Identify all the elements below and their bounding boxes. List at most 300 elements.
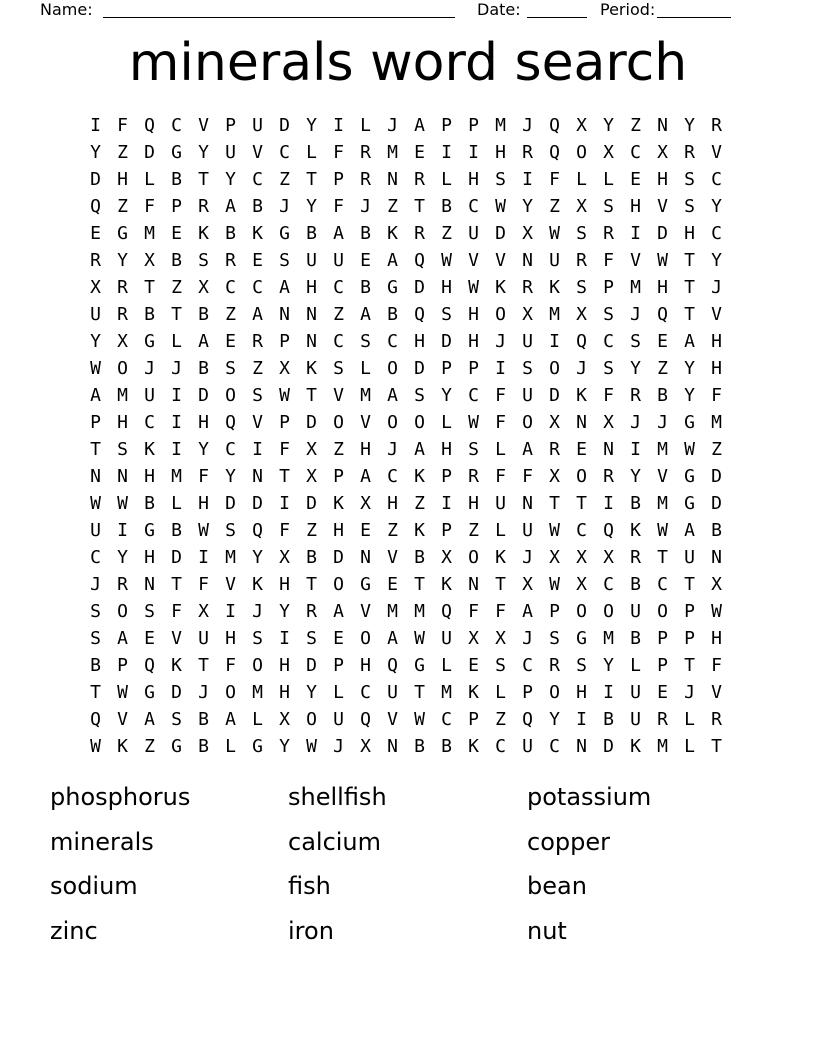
grid-letter: U	[90, 520, 101, 541]
grid-letter: Y	[306, 115, 317, 136]
grid-letter: C	[225, 439, 236, 460]
grid-letter: V	[252, 412, 263, 433]
grid-letter: S	[603, 196, 614, 217]
grid-letter: H	[117, 169, 128, 190]
period-label: Period:	[600, 0, 656, 19]
grid-letter: R	[414, 223, 425, 244]
grid-letter: G	[684, 493, 695, 514]
grid-letter: S	[252, 385, 263, 406]
grid-letter: Z	[630, 115, 641, 136]
grid-letter: H	[495, 142, 506, 163]
grid-letter: A	[225, 196, 236, 217]
grid-letter: Y	[279, 601, 290, 622]
grid-letter: G	[117, 223, 128, 244]
grid-letter: V	[495, 250, 506, 271]
grid-letter: U	[522, 385, 533, 406]
grid-letter: M	[495, 115, 506, 136]
grid-letter: Y	[684, 385, 695, 406]
grid-letter: S	[603, 304, 614, 325]
grid-letter: U	[684, 547, 695, 568]
grid-letter: Y	[252, 547, 263, 568]
grid-letter: R	[117, 277, 128, 298]
grid-letter: E	[360, 520, 371, 541]
grid-letter: A	[333, 601, 344, 622]
grid-letter: N	[522, 250, 533, 271]
grid-letter: R	[522, 277, 533, 298]
grid-letter: Z	[333, 304, 344, 325]
grid-letter: H	[360, 655, 371, 676]
grid-letter: P	[468, 709, 479, 730]
grid-letter: H	[333, 520, 344, 541]
grid-letter: J	[144, 358, 155, 379]
grid-letter: N	[252, 466, 263, 487]
grid-letter: A	[225, 709, 236, 730]
grid-letter: K	[333, 493, 344, 514]
grid-letter: Z	[306, 520, 317, 541]
grid-letter: R	[117, 574, 128, 595]
word-list-item: sodium	[50, 872, 138, 901]
grid-letter: D	[279, 115, 290, 136]
grid-letter: D	[198, 385, 209, 406]
grid-letter: X	[279, 547, 290, 568]
grid-letter: P	[225, 115, 236, 136]
grid-letter: N	[117, 466, 128, 487]
grid-letter: K	[306, 358, 317, 379]
grid-letter: R	[360, 142, 371, 163]
grid-letter: Q	[225, 412, 236, 433]
grid-letter: G	[171, 736, 182, 757]
grid-letter: K	[441, 574, 452, 595]
grid-letter: R	[630, 547, 641, 568]
grid-letter: O	[576, 466, 587, 487]
grid-letter: V	[225, 574, 236, 595]
grid-letter: R	[603, 466, 614, 487]
grid-letter: P	[333, 655, 344, 676]
grid-letter: H	[225, 628, 236, 649]
grid-letter: K	[576, 385, 587, 406]
grid-letter: J	[711, 277, 722, 298]
grid-letter: V	[117, 709, 128, 730]
grid-letter: F	[603, 250, 614, 271]
grid-letter: H	[684, 223, 695, 244]
grid-letter: U	[522, 736, 533, 757]
grid-letter: L	[441, 169, 452, 190]
grid-letter: N	[306, 331, 317, 352]
grid-letter: P	[684, 628, 695, 649]
grid-letter: X	[198, 277, 209, 298]
grid-letter: Y	[630, 358, 641, 379]
grid-letter: E	[225, 331, 236, 352]
grid-letter: L	[495, 439, 506, 460]
grid-letter: I	[603, 493, 614, 514]
grid-letter: W	[549, 520, 560, 541]
grid-letter: D	[549, 385, 560, 406]
date-label: Date:	[477, 0, 521, 19]
grid-letter: W	[549, 223, 560, 244]
grid-letter: V	[387, 547, 398, 568]
grid-letter: L	[171, 331, 182, 352]
grid-letter: Z	[252, 358, 263, 379]
grid-letter: O	[603, 601, 614, 622]
grid-letter: W	[90, 493, 101, 514]
grid-letter: R	[711, 115, 722, 136]
grid-letter: Z	[414, 493, 425, 514]
grid-letter: X	[549, 412, 560, 433]
grid-letter: N	[576, 412, 587, 433]
grid-letter: M	[252, 682, 263, 703]
grid-letter: R	[657, 709, 668, 730]
grid-letter: N	[387, 736, 398, 757]
grid-letter: X	[306, 466, 317, 487]
grid-letter: B	[198, 709, 209, 730]
grid-letter: H	[279, 574, 290, 595]
grid-letter: Z	[225, 304, 236, 325]
grid-letter: O	[252, 655, 263, 676]
grid-letter: W	[90, 358, 101, 379]
grid-letter: Y	[198, 142, 209, 163]
grid-letter: T	[711, 736, 722, 757]
grid-letter: G	[684, 412, 695, 433]
grid-letter: W	[468, 277, 479, 298]
grid-letter: X	[360, 493, 371, 514]
grid-letter: X	[198, 601, 209, 622]
grid-letter: I	[630, 439, 641, 460]
grid-letter: D	[171, 682, 182, 703]
grid-letter: U	[630, 601, 641, 622]
grid-letter: S	[117, 439, 128, 460]
grid-letter: D	[306, 412, 317, 433]
date-blank-line	[527, 2, 587, 18]
grid-letter: U	[225, 142, 236, 163]
grid-letter: M	[657, 439, 668, 460]
grid-letter: Z	[387, 196, 398, 217]
grid-letter: E	[630, 169, 641, 190]
grid-letter: R	[360, 169, 371, 190]
grid-letter: H	[279, 682, 290, 703]
grid-letter: B	[306, 223, 317, 244]
grid-letter: C	[171, 115, 182, 136]
grid-letter: Z	[711, 439, 722, 460]
grid-letter: Y	[630, 466, 641, 487]
grid-letter: X	[144, 250, 155, 271]
grid-letter: W	[198, 520, 209, 541]
grid-letter: D	[252, 493, 263, 514]
grid-letter: H	[657, 277, 668, 298]
grid-letter: W	[549, 574, 560, 595]
grid-letter: W	[414, 709, 425, 730]
grid-letter: B	[198, 358, 209, 379]
grid-letter: J	[360, 196, 371, 217]
grid-letter: A	[360, 466, 371, 487]
grid-letter: C	[333, 277, 344, 298]
grid-letter: B	[198, 736, 209, 757]
grid-letter: Z	[117, 196, 128, 217]
grid-letter: A	[279, 277, 290, 298]
grid-letter: H	[144, 547, 155, 568]
grid-letter: K	[468, 736, 479, 757]
grid-letter: C	[657, 574, 668, 595]
name-blank-line	[103, 2, 455, 18]
grid-letter: H	[576, 682, 587, 703]
grid-letter: M	[225, 547, 236, 568]
grid-letter: H	[468, 331, 479, 352]
grid-letter: C	[603, 574, 614, 595]
grid-letter: S	[198, 250, 209, 271]
grid-letter: D	[306, 493, 317, 514]
grid-letter: H	[657, 169, 668, 190]
grid-letter: S	[360, 331, 371, 352]
grid-letter: P	[657, 628, 668, 649]
grid-letter: T	[306, 169, 317, 190]
grid-letter: N	[90, 466, 101, 487]
grid-letter: B	[171, 250, 182, 271]
grid-letter: Y	[306, 682, 317, 703]
grid-letter: J	[657, 412, 668, 433]
grid-letter: F	[495, 601, 506, 622]
grid-letter: J	[279, 196, 290, 217]
grid-letter: C	[144, 412, 155, 433]
grid-letter: R	[414, 169, 425, 190]
grid-letter: U	[522, 520, 533, 541]
grid-letter: X	[468, 628, 479, 649]
grid-letter: Y	[522, 196, 533, 217]
grid-letter: S	[468, 439, 479, 460]
grid-letter: X	[576, 547, 587, 568]
grid-letter: T	[495, 574, 506, 595]
grid-letter: L	[684, 709, 695, 730]
grid-letter: S	[333, 358, 344, 379]
grid-letter: I	[117, 520, 128, 541]
grid-letter: T	[198, 655, 209, 676]
grid-letter: X	[360, 736, 371, 757]
word-list-item: shellfish	[288, 783, 387, 812]
grid-letter: B	[198, 304, 209, 325]
grid-letter: Z	[333, 439, 344, 460]
grid-letter: F	[279, 439, 290, 460]
grid-letter: X	[117, 331, 128, 352]
grid-letter: C	[441, 709, 452, 730]
grid-letter: P	[549, 601, 560, 622]
grid-letter: B	[360, 277, 371, 298]
grid-letter: A	[252, 304, 263, 325]
word-search-grid	[82, 112, 730, 760]
grid-letter: B	[90, 655, 101, 676]
grid-letter: B	[441, 196, 452, 217]
grid-letter: D	[333, 547, 344, 568]
grid-letter: X	[495, 628, 506, 649]
grid-letter: P	[441, 358, 452, 379]
grid-letter: H	[630, 196, 641, 217]
grid-letter: I	[468, 142, 479, 163]
grid-letter: R	[576, 250, 587, 271]
grid-letter: D	[144, 142, 155, 163]
grid-letter: G	[144, 682, 155, 703]
word-list-item: fish	[288, 872, 331, 901]
grid-letter: H	[198, 412, 209, 433]
grid-letter: B	[630, 628, 641, 649]
grid-letter: W	[495, 196, 506, 217]
grid-letter: H	[144, 466, 155, 487]
grid-letter: D	[414, 358, 425, 379]
grid-letter: S	[576, 655, 587, 676]
grid-letter: H	[360, 439, 371, 460]
grid-letter: M	[387, 142, 398, 163]
grid-letter: M	[414, 601, 425, 622]
grid-letter: Y	[279, 736, 290, 757]
grid-letter: R	[630, 385, 641, 406]
grid-letter: V	[198, 115, 209, 136]
grid-letter: D	[711, 493, 722, 514]
grid-letter: J	[171, 358, 182, 379]
grid-letter: L	[333, 682, 344, 703]
grid-letter: B	[414, 547, 425, 568]
grid-letter: Z	[468, 520, 479, 541]
grid-letter: R	[522, 142, 533, 163]
grid-letter: K	[630, 736, 641, 757]
grid-letter: M	[441, 682, 452, 703]
grid-letter: Y	[225, 466, 236, 487]
grid-letter: Q	[414, 250, 425, 271]
grid-letter: Z	[657, 358, 668, 379]
grid-letter: I	[333, 115, 344, 136]
grid-letter: A	[144, 709, 155, 730]
grid-letter: K	[495, 277, 506, 298]
grid-letter: F	[522, 466, 533, 487]
grid-letter: K	[252, 574, 263, 595]
grid-letter: B	[657, 385, 668, 406]
grid-letter: T	[576, 493, 587, 514]
grid-letter: O	[387, 358, 398, 379]
grid-letter: H	[414, 331, 425, 352]
grid-letter: Q	[657, 304, 668, 325]
grid-letter: T	[171, 304, 182, 325]
grid-letter: W	[90, 736, 101, 757]
grid-letter: W	[306, 736, 317, 757]
grid-letter: P	[657, 655, 668, 676]
grid-letter: D	[495, 223, 506, 244]
grid-letter: C	[630, 142, 641, 163]
grid-letter: B	[252, 196, 263, 217]
grid-letter: E	[387, 574, 398, 595]
grid-letter: Y	[90, 331, 101, 352]
grid-letter: M	[657, 493, 668, 514]
grid-letter: X	[603, 412, 614, 433]
grid-letter: U	[441, 628, 452, 649]
grid-letter: K	[117, 736, 128, 757]
grid-letter: R	[684, 142, 695, 163]
grid-letter: Z	[387, 520, 398, 541]
grid-letter: C	[360, 682, 371, 703]
grid-letter: P	[468, 358, 479, 379]
grid-letter: B	[711, 520, 722, 541]
grid-letter: J	[252, 601, 263, 622]
grid-letter: P	[441, 520, 452, 541]
grid-letter: A	[90, 385, 101, 406]
grid-letter: T	[549, 493, 560, 514]
grid-letter: Y	[603, 655, 614, 676]
grid-letter: F	[468, 601, 479, 622]
grid-letter: I	[279, 493, 290, 514]
grid-letter: O	[549, 682, 560, 703]
word-list-column	[288, 775, 527, 953]
grid-letter: O	[468, 547, 479, 568]
grid-letter: L	[360, 115, 371, 136]
grid-letter: N	[279, 304, 290, 325]
grid-letter: L	[684, 736, 695, 757]
grid-letter: P	[522, 682, 533, 703]
grid-letter: Q	[90, 196, 101, 217]
grid-letter: P	[684, 601, 695, 622]
grid-letter: B	[414, 736, 425, 757]
grid-letter: C	[333, 331, 344, 352]
grid-letter: B	[441, 736, 452, 757]
grid-letter: P	[333, 466, 344, 487]
grid-letter: Q	[90, 709, 101, 730]
grid-letter: H	[198, 493, 209, 514]
grid-letter: V	[171, 628, 182, 649]
grid-letter: S	[252, 628, 263, 649]
grid-letter: E	[252, 250, 263, 271]
grid-letter: R	[198, 196, 209, 217]
grid-letter: B	[171, 520, 182, 541]
grid-letter: X	[522, 304, 533, 325]
grid-letter: G	[360, 574, 371, 595]
grid-letter: G	[279, 223, 290, 244]
grid-letter: O	[333, 412, 344, 433]
grid-letter: U	[630, 709, 641, 730]
name-label: Name:	[40, 0, 93, 19]
grid-letter: X	[522, 574, 533, 595]
grid-letter: C	[468, 196, 479, 217]
grid-letter: T	[306, 574, 317, 595]
grid-letter: K	[171, 655, 182, 676]
grid-letter: S	[90, 601, 101, 622]
grid-letter: D	[171, 547, 182, 568]
grid-letter: S	[225, 520, 236, 541]
grid-letter: T	[684, 304, 695, 325]
grid-letter: U	[333, 250, 344, 271]
grid-letter: C	[711, 223, 722, 244]
grid-letter: C	[576, 520, 587, 541]
grid-letter: E	[414, 142, 425, 163]
grid-letter: K	[198, 223, 209, 244]
grid-letter: M	[711, 412, 722, 433]
grid-letter: X	[576, 304, 587, 325]
grid-letter: X	[549, 547, 560, 568]
grid-letter: J	[684, 682, 695, 703]
grid-letter: X	[279, 358, 290, 379]
grid-letter: Z	[549, 196, 560, 217]
grid-letter: M	[387, 601, 398, 622]
grid-letter: J	[495, 331, 506, 352]
grid-letter: F	[225, 655, 236, 676]
grid-letter: L	[441, 655, 452, 676]
grid-letter: T	[198, 169, 209, 190]
grid-letter: I	[441, 493, 452, 514]
grid-letter: H	[387, 493, 398, 514]
grid-letter: K	[630, 520, 641, 541]
grid-letter: M	[360, 385, 371, 406]
grid-letter: P	[468, 115, 479, 136]
grid-letter: U	[144, 385, 155, 406]
grid-letter: Y	[684, 358, 695, 379]
word-list-item: potassium	[527, 783, 652, 812]
grid-letter: C	[522, 655, 533, 676]
grid-letter: D	[306, 655, 317, 676]
grid-letter: O	[387, 412, 398, 433]
grid-letter: O	[576, 142, 587, 163]
grid-letter: I	[576, 709, 587, 730]
